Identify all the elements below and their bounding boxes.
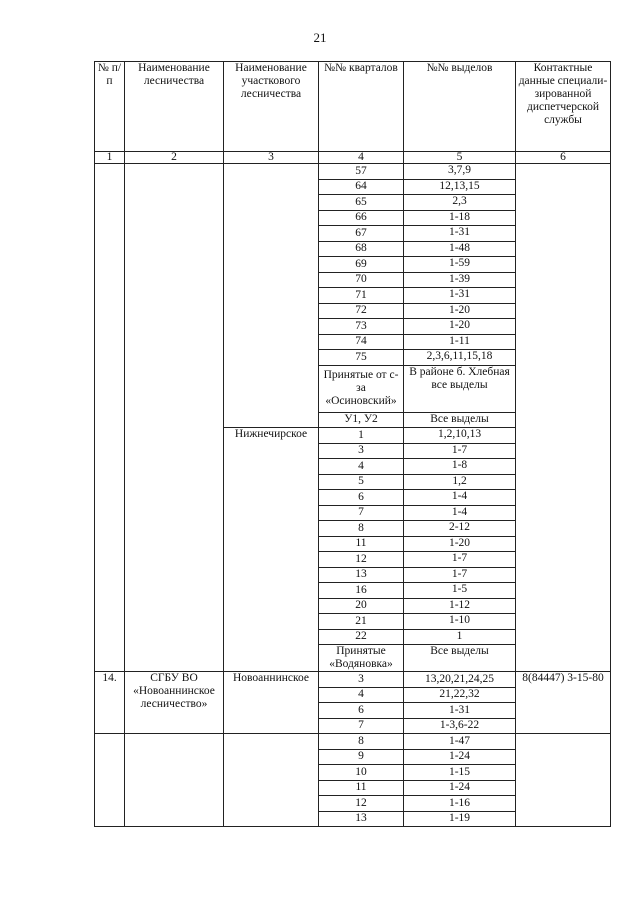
number-cell: 14. — [95, 672, 125, 734]
contact-cell — [516, 164, 611, 672]
quarter-cell: 13 — [319, 811, 404, 827]
district-cell — [224, 734, 319, 827]
plots-cell: 1-48 — [404, 241, 516, 257]
quarter-cell: 7 — [319, 718, 404, 734]
plots-cell: 1-4 — [404, 490, 516, 506]
contact-cell — [516, 734, 611, 827]
quarter-cell: 69 — [319, 257, 404, 273]
table-row — [95, 734, 611, 750]
district-cell: Нижнечирское — [224, 428, 319, 672]
district-cell — [224, 164, 319, 428]
plots-cell: В районе б. Хлебная все выделы — [404, 365, 516, 412]
quarter-cell: 68 — [319, 241, 404, 257]
column-number: 3 — [224, 152, 319, 164]
plots-cell: 1-59 — [404, 257, 516, 273]
plots-cell: Все выделы — [404, 645, 516, 672]
quarter-cell: 6 — [319, 703, 404, 719]
header-number: № п/п — [95, 62, 125, 152]
quarter-cell: 57 — [319, 164, 404, 180]
plots-cell: 2,3,6,11,15,18 — [404, 350, 516, 366]
quarter-cell: 1 — [319, 428, 404, 444]
table-header-row — [95, 62, 611, 152]
quarter-cell: 6 — [319, 490, 404, 506]
quarter-cell: 64 — [319, 179, 404, 195]
plots-cell: 1-24 — [404, 749, 516, 765]
quarter-cell: 66 — [319, 210, 404, 226]
plots-cell: 21,22,32 — [404, 687, 516, 703]
plots-cell: 2-12 — [404, 521, 516, 537]
plots-cell: Все выделы — [404, 412, 516, 428]
plots-cell: 1,2 — [404, 474, 516, 490]
quarter-cell: 20 — [319, 598, 404, 614]
quarter-cell: 3 — [319, 443, 404, 459]
quarter-cell: Принятые «Водяновка» — [319, 645, 404, 672]
plots-cell: 1-20 — [404, 536, 516, 552]
plots-cell: 1 — [404, 629, 516, 645]
plots-cell: 2,3 — [404, 195, 516, 211]
quarter-cell: 70 — [319, 272, 404, 288]
plots-cell: 12,13,15 — [404, 179, 516, 195]
quarter-cell: 73 — [319, 319, 404, 335]
plots-cell: 1-7 — [404, 567, 516, 583]
quarter-cell: 7 — [319, 505, 404, 521]
header-forestry-name: Наименование лесничества — [125, 62, 224, 152]
quarter-cell: 16 — [319, 583, 404, 599]
header-district-name: Наименование участкового лесничества — [224, 62, 319, 152]
column-number: 1 — [95, 152, 125, 164]
forestry-cell: СГБУ ВО «Новоаннинское лесничество» — [125, 672, 224, 734]
quarter-cell: 8 — [319, 734, 404, 750]
quarter-cell: 67 — [319, 226, 404, 242]
plots-cell: 1-20 — [404, 303, 516, 319]
quarter-cell: 21 — [319, 614, 404, 630]
quarter-cell: 12 — [319, 552, 404, 568]
number-cell — [95, 164, 125, 672]
quarter-cell: 72 — [319, 303, 404, 319]
plots-cell: 1-5 — [404, 583, 516, 599]
contact-cell: 8(84447) 3-15-80 — [516, 672, 611, 734]
quarter-cell: 11 — [319, 536, 404, 552]
quarter-cell: 9 — [319, 749, 404, 765]
plots-cell: 1-20 — [404, 319, 516, 335]
plots-cell: 1-15 — [404, 765, 516, 781]
plots-cell: 1-7 — [404, 552, 516, 568]
table-row — [95, 672, 611, 688]
plots-cell: 1-31 — [404, 288, 516, 304]
quarter-cell: 13 — [319, 567, 404, 583]
quarter-cell: 10 — [319, 765, 404, 781]
column-number: 5 — [404, 152, 516, 164]
quarter-cell: 22 — [319, 629, 404, 645]
plots-cell: 1,2,10,13 — [404, 428, 516, 444]
plots-cell: 1-4 — [404, 505, 516, 521]
column-number: 2 — [125, 152, 224, 164]
plots-cell: 3,7,9 — [404, 164, 516, 180]
quarter-cell: 3 — [319, 672, 404, 688]
header-contacts: Контактные данные специали-зированной диспетчерской службы — [516, 62, 611, 152]
quarter-cell: 75 — [319, 350, 404, 366]
plots-cell: 1-12 — [404, 598, 516, 614]
header-quarters: №№ кварталов — [319, 62, 404, 152]
quarter-cell: 71 — [319, 288, 404, 304]
column-number: 6 — [516, 152, 611, 164]
forestry-cell — [125, 734, 224, 827]
plots-cell: 1-3,6-22 — [404, 718, 516, 734]
quarter-cell: 4 — [319, 687, 404, 703]
quarter-cell: 74 — [319, 334, 404, 350]
plots-cell: 1-11 — [404, 334, 516, 350]
plots-cell: 1-18 — [404, 210, 516, 226]
plots-cell: 1-7 — [404, 443, 516, 459]
plots-cell: 1-39 — [404, 272, 516, 288]
plots-cell: 1-31 — [404, 226, 516, 242]
quarter-cell: 65 — [319, 195, 404, 211]
plots-cell: 1-19 — [404, 811, 516, 827]
table-row — [95, 164, 611, 180]
plots-cell: 1-47 — [404, 734, 516, 750]
plots-cell: 1-31 — [404, 703, 516, 719]
quarter-cell: У1, У2 — [319, 412, 404, 428]
column-number: 4 — [319, 152, 404, 164]
quarter-cell: Принятые от с-за «Осиновский» — [319, 365, 404, 412]
plots-cell: 1-10 — [404, 614, 516, 630]
quarter-cell: 8 — [319, 521, 404, 537]
forestry-cell — [125, 164, 224, 672]
quarter-cell: 11 — [319, 780, 404, 796]
number-cell — [95, 734, 125, 827]
column-number-row — [95, 152, 611, 164]
quarter-cell: 5 — [319, 474, 404, 490]
forest-quarters-table — [94, 61, 611, 827]
district-cell: Новоаннинское — [224, 672, 319, 734]
quarter-cell: 4 — [319, 459, 404, 475]
plots-cell: 1-24 — [404, 780, 516, 796]
quarter-cell: 12 — [319, 796, 404, 812]
plots-cell: 1-8 — [404, 459, 516, 475]
plots-cell: 13,20,21,24,25 — [404, 672, 516, 688]
plots-cell: 1-16 — [404, 796, 516, 812]
header-plots: №№ выделов — [404, 62, 516, 152]
page-number: 21 — [313, 30, 327, 45]
